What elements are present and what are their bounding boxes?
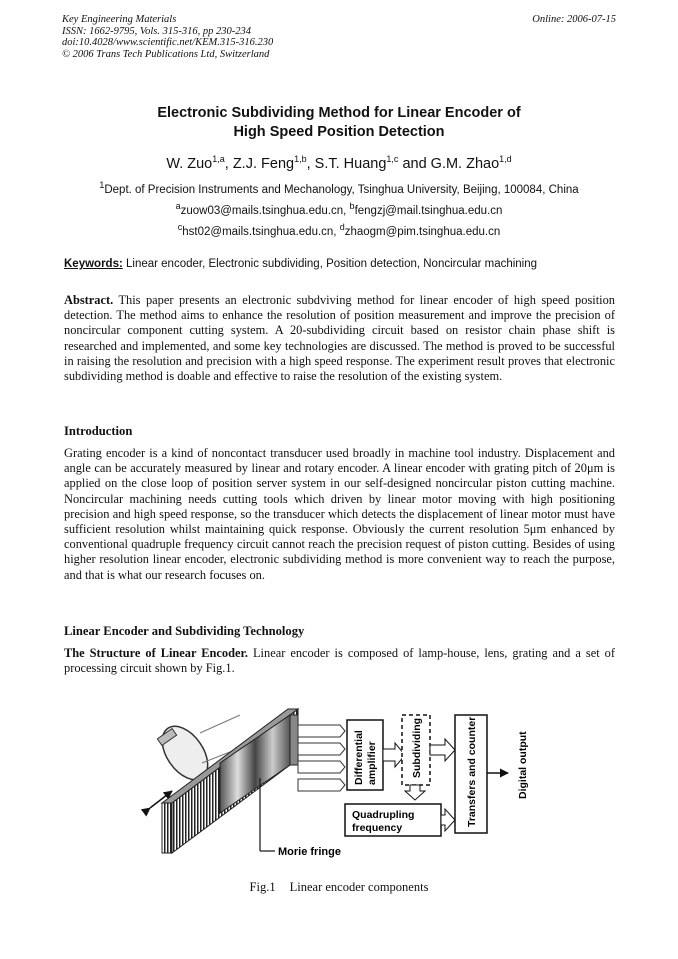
diff-amp-label-1: Differential — [353, 730, 365, 785]
authors — [0, 154, 678, 172]
author-sup: 1,a — [212, 154, 225, 164]
email-sup: a — [175, 201, 181, 211]
structure-paragraph — [64, 646, 615, 676]
email-sup: c — [177, 222, 183, 232]
figure-caption — [0, 880, 678, 895]
abstract-text: This paper presents an electronic subdviving method for linear encoder of high speed position detection. The method aims to enhance the resolution of position measurement and improve the precision of noncircular component cutting system. A 20-subdividing circuit based on resistor chain phase shift is researched and implemented, and some key technologies are discussed. The method is proved to be successful in raising the resolution and precision with a high speed response. The experiment result proves that electronic subdividing method is doable and effective to raise the resolution of the existing system. — [64, 293, 615, 384]
title-line-1: Electronic Subdividing Method for Linear Encoder of — [157, 105, 521, 121]
quadrupling-label-1: Quadrupling — [352, 809, 415, 821]
structure-text: Linear encoder is composed of lamp-house, lens, grating and a set of processing circuit shown by Fig.1. — [64, 646, 615, 676]
author-name: G.M. Zhao — [430, 155, 500, 172]
index-grating-icon — [220, 715, 298, 813]
emails-line-1 — [0, 201, 678, 217]
section-heading: Linear Encoder and Subdividing Technology — [64, 624, 305, 638]
keywords-text: Linear encoder, Electronic subdividing, Position detection, Noncircular machining — [122, 258, 538, 270]
author-sup: 1,c — [386, 154, 399, 164]
email-sup: d — [339, 222, 345, 232]
morie-fringe-label: Morie fringe — [278, 846, 341, 858]
abstract — [64, 293, 615, 384]
author-name: W. Zuo — [166, 155, 213, 172]
author-sup: 1,d — [499, 154, 512, 164]
emails-line-2 — [0, 222, 678, 238]
caption-text: Linear encoder components — [289, 880, 429, 894]
introduction-heading: Introduction — [64, 424, 133, 438]
detector-beams-icon — [298, 725, 345, 791]
paper-title — [0, 104, 678, 142]
keywords-label: Keywords: — [64, 258, 123, 270]
affiliation-text: Dept. of Precision Instruments and Mechanology, Tsinghua University, Beijing, 100084, China — [104, 183, 579, 196]
transfers-label: Transfers and counter — [466, 716, 478, 827]
caption-number: Fig.1 — [249, 880, 276, 894]
author-name: S.T. Huang — [314, 155, 387, 172]
subdividing-label: Subdividing — [411, 717, 423, 778]
author-sup: 1,b — [294, 154, 307, 164]
figure-1 — [140, 703, 540, 868]
email-link[interactable]: zuow03@mails.tsinghua.edu.cn, — [180, 204, 350, 217]
journal-name: Key Engineering Materials — [62, 14, 177, 25]
keywords — [64, 258, 616, 270]
email-link[interactable]: zhaogm@pim.tsinghua.edu.cn — [344, 225, 501, 238]
email-link[interactable]: fengzj@mail.tsinghua.edu.cn — [354, 204, 503, 217]
affiliation-sup: 1 — [99, 180, 105, 190]
affiliation — [0, 180, 678, 196]
author-sep: and — [398, 155, 431, 172]
abstract-label: Abstract. — [64, 293, 114, 307]
issn: ISSN: 1662-9795, Vols. 315-316, pp 230-234 — [62, 25, 251, 37]
digital-output-label: Digital output — [517, 731, 529, 799]
online-date: Online: 2006-07-15 — [532, 14, 616, 25]
title-line-2: High Speed Position Detection — [233, 124, 445, 140]
doi: doi:10.4028/www.scientific.net/KEM.315-316.230 — [62, 37, 274, 48]
diff-amp-label-2: amplifier — [366, 741, 378, 785]
quadrupling-label-2: frequency — [352, 822, 403, 834]
copyright: © 2006 Trans Tech Publications Ltd, Switzerland — [62, 48, 270, 60]
subsection-label: The Structure of Linear Encoder. — [64, 646, 248, 660]
email-sup: b — [349, 201, 355, 211]
journal-header — [62, 14, 616, 60]
author-sep: , — [306, 155, 315, 172]
email-link[interactable]: hst02@mails.tsinghua.edu.cn, — [182, 225, 340, 238]
author-sep: , — [224, 155, 233, 172]
introduction-text: Grating encoder is a kind of noncontact transducer used broadly in machine tool industry. Displacement and angle can be accurately measured by linear and rotary encoder. A linear encoder with grating pitch of 20μm is applied on the close loop of position server system in our self-designed noncircular piston cutting machine. Noncircular machining needs cutting tools which driven by linear motor moving with high positioning precision and high speed response, so the transducer which detects the displacement of linear motor must have sufficient resolution whilst maintaining quick response. Obviously the current resolution 5μm enhanced by conventional quadruple frequency circuit cannot reach the precision request of piston cutting. Besides of using higher resolution linear encoder, electronic subdividing method is more convenient way to reach the purpose, and that is what our research focuses on. — [64, 446, 615, 582]
author-name: Z.J. Feng — [232, 155, 295, 172]
